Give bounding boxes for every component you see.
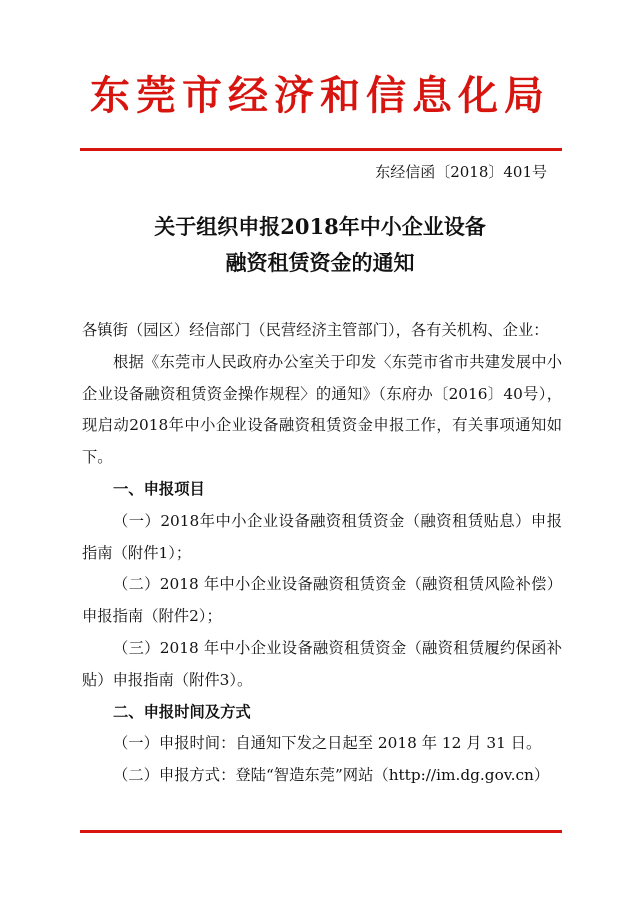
document-title-line-2: 融资租赁资金的通知 <box>225 250 415 275</box>
section-1-heading: 一、申报项目 <box>113 479 205 498</box>
section-1-item: （一）2018年中小企业设备融资租赁资金（融资租赁贴息）申报指南（附件1）； <box>82 511 562 562</box>
agency-letterhead: 东莞市经济和信息化局 <box>90 72 550 119</box>
page-footer-divider <box>80 830 562 833</box>
section-2-item: （一）申报时间：自通知下发之日起至 2018 年 12 月 31 日。 <box>113 734 542 753</box>
document-title <box>0 209 640 281</box>
section-1-item: （三）2018 年中小企业设备融资租赁资金（融资租赁履约保函补贴）申报指南（附件3）。 <box>82 638 562 689</box>
section-2-heading: 二、申报时间及方式 <box>113 702 251 721</box>
document-body <box>82 315 562 792</box>
document-number: 东经信函〔2018〕401号 <box>375 163 547 181</box>
document-title-line-1: 关于组织申报2018年中小企业设备 <box>154 214 486 239</box>
section-1-item: （二）2018 年中小企业设备融资租赁资金（融资租赁风险补偿）申报指南（附件2）； <box>82 575 562 626</box>
letterhead-divider-top <box>80 148 562 151</box>
intro-paragraph: 根据《东莞市人民政府办公室关于印发〈东莞市省市共建发展中小企业设备融资租赁资金操作规程〉的通知》（东府办〔2016〕40号），现启动2018年中小企业设备融资租赁资金申报工作，有关事项通知如下。 <box>82 352 562 467</box>
salutation: 各镇街（园区）经信部门（民营经济主管部门），各有关机构、企业： <box>82 321 549 339</box>
section-2-item: （二）申报方式：登陆“智造东莞”网站（http://im.dg.gov.cn） <box>113 766 550 785</box>
